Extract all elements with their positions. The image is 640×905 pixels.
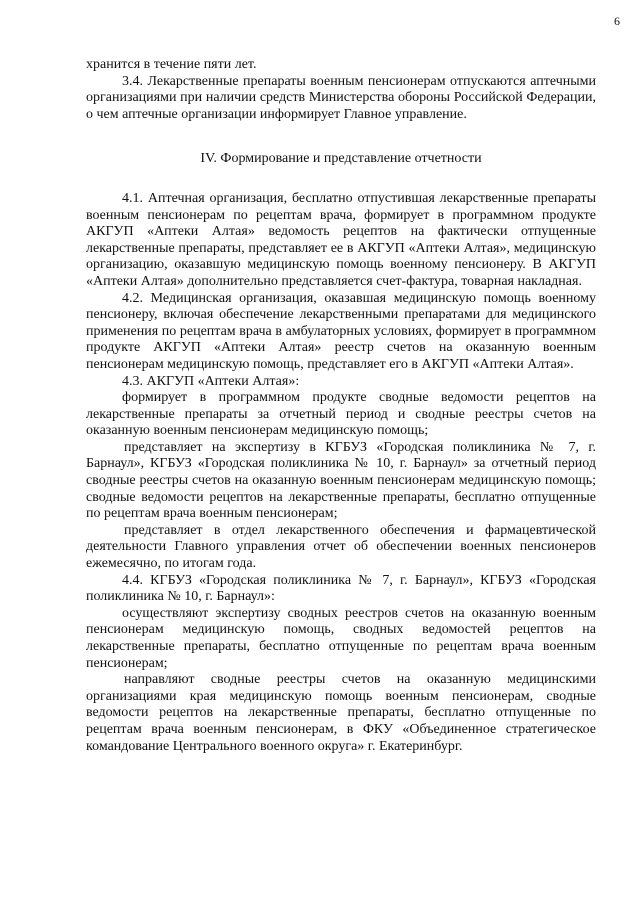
paragraph-4-4-item: осуществляют экспертизу сводных реестров счетов на оказанную военным пенсионерам медицинскую помощь, сводных ведомостей рецептов на лекарственные препараты, бесплатно отпущенные по рецептам врача военным пенсионерам; [86,605,596,671]
paragraph-4-1: 4.1. Аптечная организация, бесплатно отпустившая лекарственные препараты военным пенсионерам по рецептам врача, формирует в программном продукте АКГУП «Аптеки Алтая» ведомость рецептов на фактически отпущенные лекарственные препараты, представляет ее в АКГУП «Аптеки Алтая», медицинскую организацию, оказавшую медицинскую помощь военному пенсионеру. В АКГУП «Аптеки Алтая» дополнительно представляется счет-фактура, товарная накладная. [86,190,596,289]
paragraph-4-4-item: направляют сводные реестры счетов на оказанную медицинскими организациями края медицинскую помощь военным пенсионерам, сводные ведомости рецептов на лекарственные препараты, бесплатно отпущенные по рецептам врача военным пенсионерам, в ФКУ «Объединенное стратегическое командование Центрального военного округа» г. Екатеринбург. [86,672,596,754]
paragraph-4-3-item: представляет в отдел лекарственного обеспечения и фармацевтической деятельности Главного управления отчет об обеспечении военных пенсионеров ежемесячно, по итогам года. [86,522,596,572]
paragraph-4-4-intro: 4.4. КГБУЗ «Городская поликлиника № 7, г. Барнаул», КГБУЗ «Городская поликлиника № 10, г. Барнаул»: [86,572,596,605]
paragraph-4-3-intro: 4.3. АКГУП «Аптеки Алтая»: [122,373,300,389]
carryover-paragraph: хранится в течение пяти лет. [86,57,257,72]
paragraph-4-3-item: формирует в программном продукте сводные ведомости рецептов на лекарственные препараты за отчетный период и сводные реестры счетов на оказанную военным пенсионерам медицинскую помощь; [86,390,596,439]
section-heading: IV. Формирование и представление отчетности [200,151,482,167]
paragraph-4-2: 4.2. Медицинская организация, оказавшая медицинскую помощь военному пенсионеру, включая обеспечение лекарственными препаратами для медицинского применения по рецептам врача в амбулаторных условиях, формирует в программном продукте АКГУП «Аптеки Алтая» реестр счетов на оказанную военным пенсионерам медицинскую помощь, представляет его в АКГУП «Аптеки Алтая». [86,290,596,372]
paragraph-4-3-item: представляет на экспертизу в КГБУЗ «Городская поликлиника № 7, г. Барнаул», КГБУЗ «Городская поликлиника № 10, г. Барнаул» за отчетный период сводные реестры счетов на оказанную военным пенсионерам медицинскую помощь; сводные ведомости рецептов на лекарственные препараты, бесплатно отпущенные по рецептам врача военным пенсионерам; [86,439,596,522]
page-number: 6 [614,14,620,28]
paragraph-3-4: 3.4. Лекарственные препараты военным пенсионерам отпускаются аптечными организациями при наличии средств Министерства обороны Российской Федерации, о чем аптечные организации информирует Главное управление. [86,73,596,122]
document-body [86,57,596,755]
